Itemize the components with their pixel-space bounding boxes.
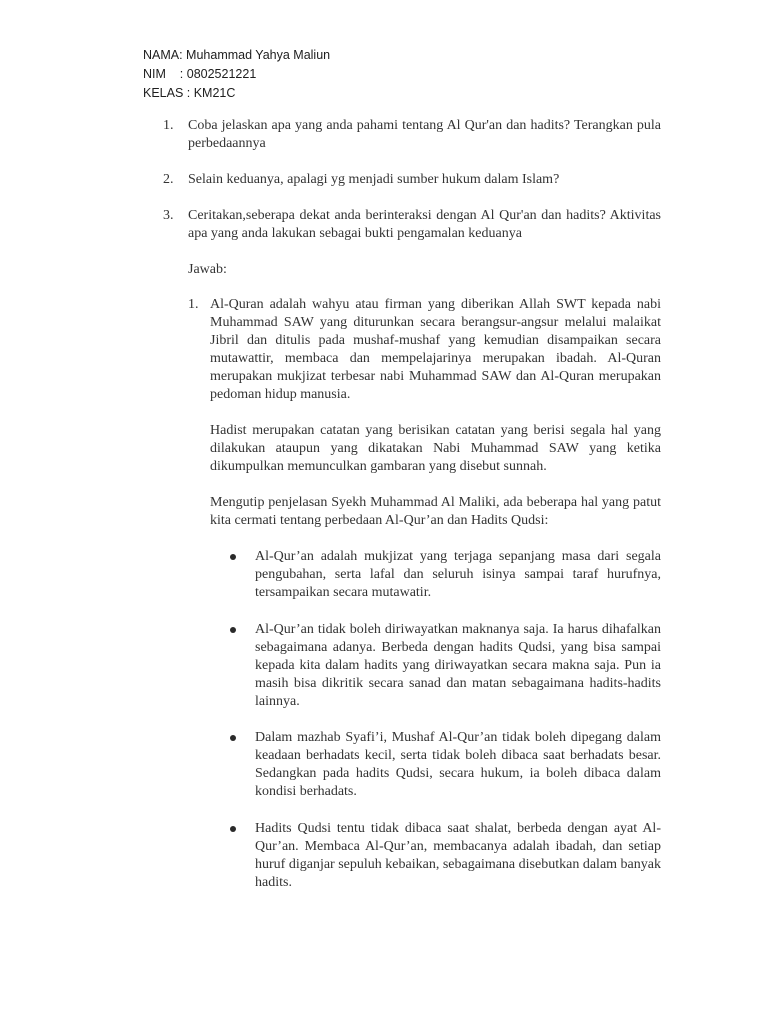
student-header [143,46,330,103]
bullet-icon [230,826,236,832]
bullet-icon [230,627,236,633]
answer-paragraph-quran: Al-Quran adalah wahyu atau firman yang diberikan Allah SWT kepada nabi Muhammad SAW yang diturunkan secara berangsur-angsur melalui malaikat Jibril dan ditulis pada mushaf-mushaf yang kemudian disampaikan secara mutawattir, membaca dan mempelajarinya merupakan ibadah. Al-Quran merupakan mukjizat terbesar nabi Muhammad SAW dan Al-Quran merupakan pedoman hidup manusia. [210,297,661,402]
question-number: 2. [163,172,174,187]
student-name: NAMA: Muhammad Yahya Maliun [143,48,331,62]
student-nim: NIM : 0802521221 [143,67,257,81]
question-text: Selain keduanya, apalagi yg menjadi sumber hukum dalam Islam? [188,172,560,187]
student-class: KELAS : KM21C [143,86,236,100]
answer-label: Jawab: [188,262,227,277]
list-item-text: Dalam mazhab Syafi’i, Mushaf Al-Qur’an tidak boleh dipegang dalam keadaan berhadats kecil, serta tidak boleh dibaca saat berhadats besar. Sedangkan pada hadits Qudsi, secara hukum, ia boleh dibaca dalam kondisi berhadats. [255,730,661,799]
list-item-text: Hadits Qudsi tentu tidak dibaca saat shalat, berbeda dengan ayat Al-Qur’an. Membaca Al-Qur’an, membacanya adalah ibadah, dan setiap huruf diganjar sepuluh kebaikan, sebagaimana disebutkan dalam banyak hadits. [255,821,661,890]
question-text: Coba jelaskan apa yang anda pahami tentang Al Qur'an dan hadits? Terangkan pula perbedaannya [188,118,661,151]
bullet-icon [230,554,236,560]
list-item-text: Al-Qur’an adalah mukjizat yang terjaga sepanjang masa dari segala pengubahan, serta lafal dan seluruh isinya sampai taraf hurufnya, tersampaikan secara mutawatir. [255,549,661,600]
answer-paragraph-hadist: Hadist merupakan catatan yang berisikan catatan yang berisi segala hal yang dilakukan ataupun yang dikatakan Nabi Muhammad SAW yang ketika dikumpulkan memunculkan gambaran yang disebut sunnah. [210,423,661,474]
question-number: 3. [163,208,174,223]
list-item-text: Al-Qur’an tidak boleh diriwayatkan maknanya saja. Ia harus dihafalkan sebagaimana adanya. Berbeda dengan hadits Qudsi, yang bisa sampai kepada kita dalam hadits yang diriwayatkan secara makna saja. Pun ia masih bisa dikritik secara sanad dan matan sebagaimana hadits-hadits lainnya. [255,622,661,709]
question-text: Ceritakan,seberapa dekat anda berinteraksi dengan Al Qur'an dan hadits? Aktivitas apa yang anda lakukan sebagai bukti pengamalan keduanya [188,208,661,241]
answer-number: 1. [188,297,199,312]
question-number: 1. [163,118,174,133]
bullet-icon [230,735,236,741]
answer-paragraph-intro: Mengutip penjelasan Syekh Muhammad Al Maliki, ada beberapa hal yang patut kita cermati tentang perbedaan Al-Qur’an dan Hadits Qudsi: [210,495,661,528]
